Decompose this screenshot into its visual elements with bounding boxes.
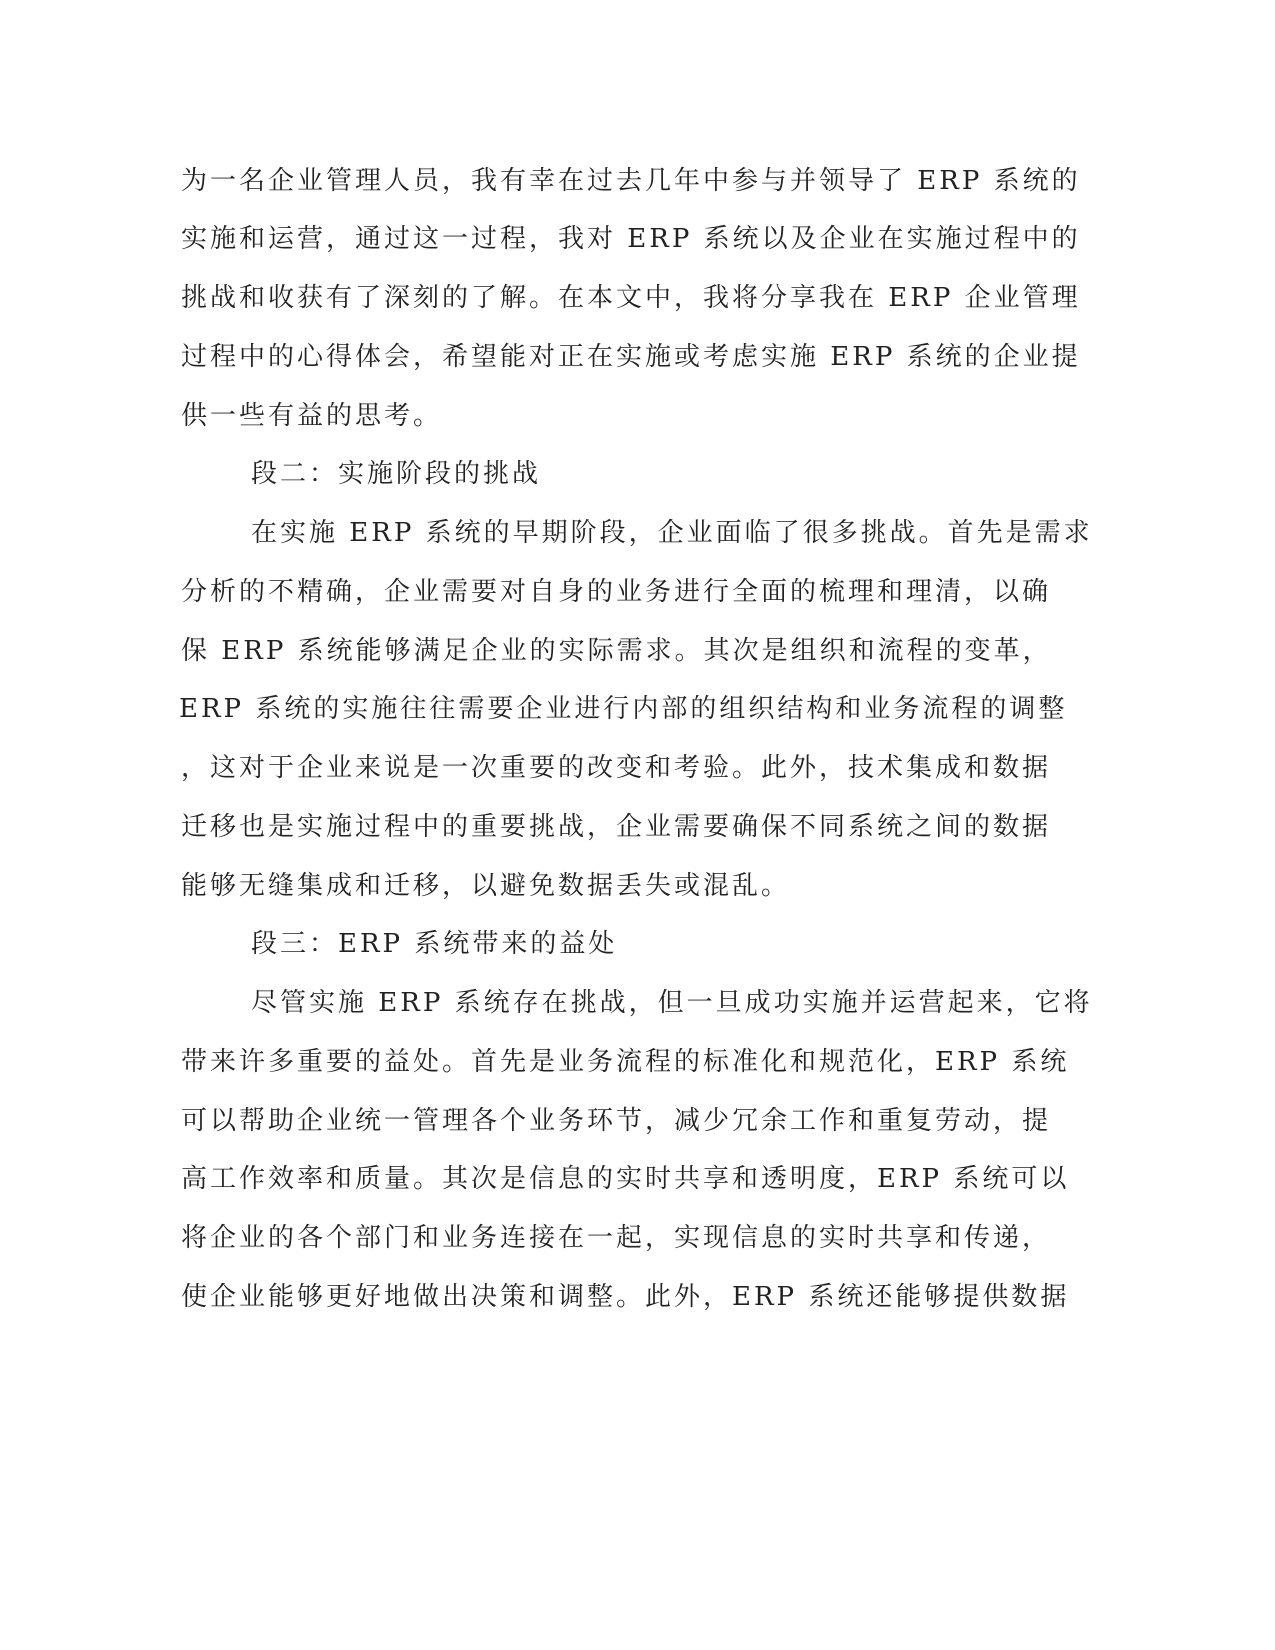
paragraph-one-line-2: 实施和运营，通过这一过程，我对 ERP 系统以及企业在实施过程中的 [181, 224, 1081, 254]
paragraph-three-line-3: 可以帮助企业统一管理各个业务环节，减少冗余工作和重复劳动，提 [181, 1106, 1052, 1136]
paragraph-two-line-4: ERP 系统的实施往往需要企业进行内部的组织结构和业务流程的调整 [179, 694, 1068, 724]
paragraph-three-line-6: 使企业能够更好地做出决策和调整。此外，ERP 系统还能够提供数据 [181, 1282, 1070, 1312]
section-two-heading: 段二：实施阶段的挑战 [251, 459, 542, 489]
paragraph-three-line-4: 高工作效率和质量。其次是信息的实时共享和透明度，ERP 系统可以 [181, 1164, 1070, 1194]
paragraph-three-line-5: 将企业的各个部门和业务连接在一起，实现信息的实时共享和传递， [181, 1223, 1052, 1253]
paragraph-one-line-3: 挑战和收获有了深刻的了解。在本文中，我将分享我在 ERP 企业管理 [181, 283, 1081, 313]
paragraph-two-line-6: 迁移也是实施过程中的重要挑战，企业需要确保不同系统之间的数据 [181, 812, 1052, 842]
section-three-heading: 段三：ERP 系统带来的益处 [251, 929, 618, 959]
paragraph-two-line-7: 能够无缝集成和迁移，以避免数据丢失或混乱。 [181, 871, 791, 901]
paragraph-one-line-4: 过程中的心得体会，希望能对正在实施或考虑实施 ERP 系统的企业提 [181, 342, 1081, 372]
paragraph-two-line-3: 保 ERP 系统能够满足企业的实际需求。其次是组织和流程的变革， [181, 636, 1052, 666]
paragraph-two-line-2: 分析的不精确，企业需要对自身的业务进行全面的梳理和理清，以确 [181, 577, 1052, 607]
paragraph-three-line-1: 尽管实施 ERP 系统存在挑战，但一旦成功实施并运营起来，它将 [251, 988, 1093, 1018]
paragraph-two-line-1: 在实施 ERP 系统的早期阶段，企业面临了很多挑战。首先是需求 [251, 518, 1093, 548]
paragraph-two-line-5: ，这对于企业来说是一次重要的改变和考验。此外，技术集成和数据 [181, 753, 1052, 783]
paragraph-three-line-2: 带来许多重要的益处。首先是业务流程的标准化和规范化，ERP 系统 [181, 1047, 1070, 1077]
paragraph-one-line-5: 供一些有益的思考。 [181, 401, 443, 431]
paragraph-one-line-1: 为一名企业管理人员，我有幸在过去几年中参与并领导了 ERP 系统的 [181, 166, 1081, 196]
